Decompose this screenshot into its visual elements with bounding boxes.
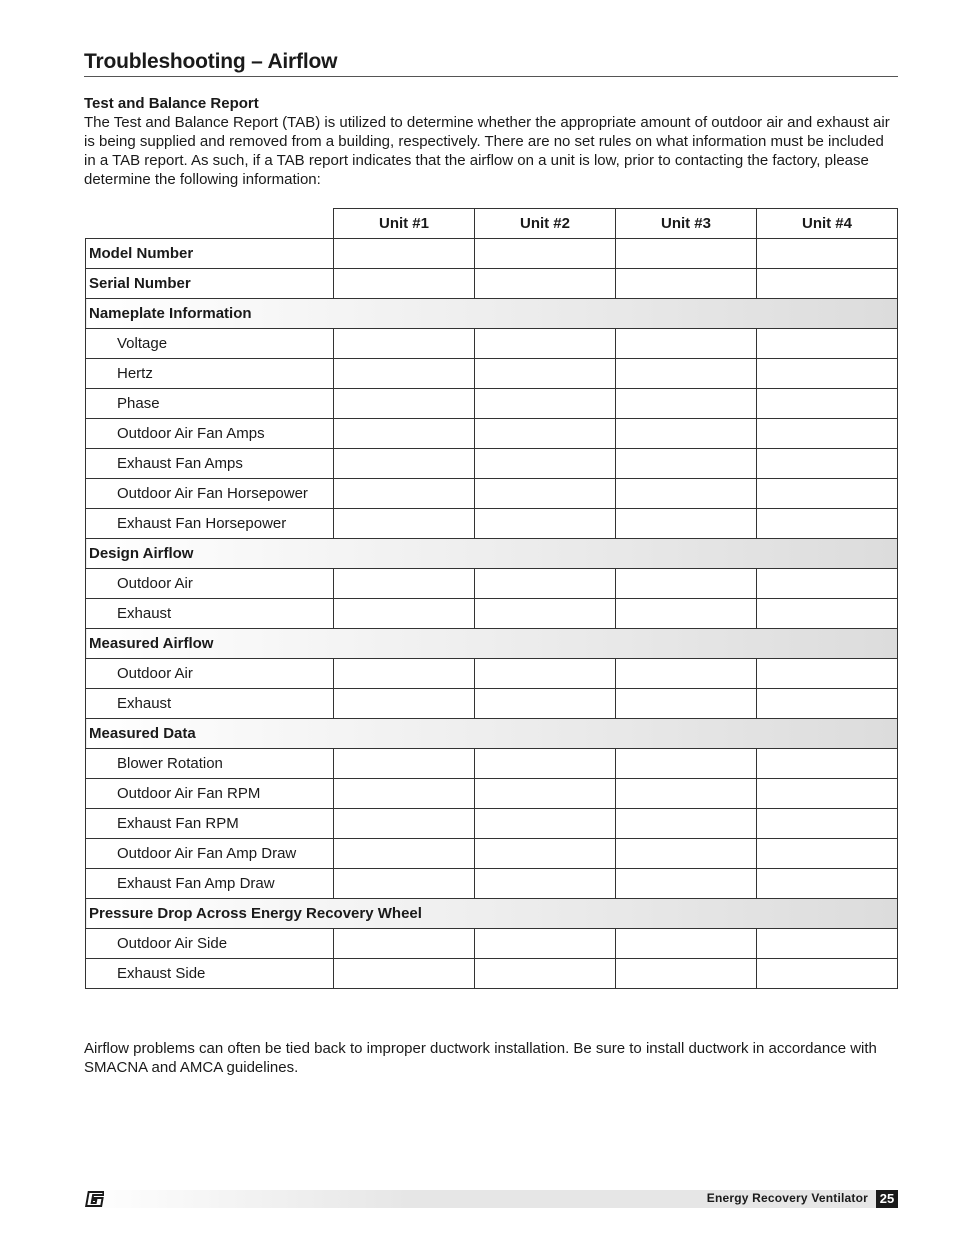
row-label-measured-outdoor-air: Outdoor Air <box>86 659 334 689</box>
entry-cell[interactable] <box>616 929 757 959</box>
entry-cell[interactable] <box>334 389 475 419</box>
entry-cell[interactable] <box>757 419 898 449</box>
group-label-pressure-drop: Pressure Drop Across Energy Recovery Wheel <box>86 899 898 929</box>
row-label-outdoor-air-side: Outdoor Air Side <box>86 929 334 959</box>
table-row <box>86 659 898 689</box>
table-corner-cell <box>86 209 334 239</box>
intro-paragraph: The Test and Balance Report (TAB) is utilized to determine whether the appropriate amount of outdoor air and exhaust air is being supplied and removed from a building, respectively. There are no set rules on what information must be included in a TAB report. As such, if a TAB report indicates that the airflow on a unit is low, prior to contacting the factory, please determine the following information: <box>84 114 890 188</box>
entry-cell[interactable] <box>757 269 898 299</box>
page-title: Troubleshooting – Airflow <box>84 50 898 77</box>
entry-cell[interactable] <box>757 329 898 359</box>
row-label-exhaust-side: Exhaust Side <box>86 959 334 989</box>
row-label-measured-exhaust: Exhaust <box>86 689 334 719</box>
row-label-exhaust-fan-amps: Exhaust Fan Amps <box>86 449 334 479</box>
entry-cell[interactable] <box>334 929 475 959</box>
entry-cell[interactable] <box>616 659 757 689</box>
table-row <box>86 959 898 989</box>
column-header-unit-4: Unit #4 <box>757 209 898 239</box>
entry-cell[interactable] <box>616 239 757 269</box>
row-label-serial-number: Serial Number <box>86 269 334 299</box>
group-label-measured-airflow: Measured Airflow <box>86 629 898 659</box>
outro-paragraph: Airflow problems can often be tied back to improper ductwork installation. Be sure to install ductwork in accordance with SMACNA and AMCA guidelines. <box>84 1040 877 1076</box>
row-label-phase: Phase <box>86 389 334 419</box>
group-label-measured-data: Measured Data <box>86 719 898 749</box>
entry-cell[interactable] <box>616 839 757 869</box>
table-row <box>86 869 898 899</box>
entry-cell[interactable] <box>757 479 898 509</box>
entry-cell[interactable] <box>616 449 757 479</box>
entry-cell[interactable] <box>475 509 616 539</box>
entry-cell[interactable] <box>334 509 475 539</box>
row-label-voltage: Voltage <box>86 329 334 359</box>
entry-cell[interactable] <box>475 389 616 419</box>
entry-cell[interactable] <box>757 929 898 959</box>
table-row <box>86 449 898 479</box>
table-row <box>86 419 898 449</box>
entry-cell[interactable] <box>475 329 616 359</box>
table-row <box>86 359 898 389</box>
row-label-exhaust-fan-horsepower: Exhaust Fan Horsepower <box>86 509 334 539</box>
table-row <box>86 599 898 629</box>
group-row-design-airflow <box>86 539 898 569</box>
table-row <box>86 809 898 839</box>
entry-cell[interactable] <box>616 749 757 779</box>
section-heading: Test and Balance Report <box>84 95 259 112</box>
brand-logo-icon <box>84 1190 104 1208</box>
entry-cell[interactable] <box>334 419 475 449</box>
table-row <box>86 839 898 869</box>
table-header-row <box>86 209 898 239</box>
entry-cell[interactable] <box>475 779 616 809</box>
tab-report-table <box>85 208 898 989</box>
entry-cell[interactable] <box>616 359 757 389</box>
entry-cell[interactable] <box>616 479 757 509</box>
table-row <box>86 569 898 599</box>
entry-cell[interactable] <box>475 569 616 599</box>
entry-cell[interactable] <box>475 599 616 629</box>
table-row <box>86 479 898 509</box>
entry-cell[interactable] <box>334 839 475 869</box>
entry-cell[interactable] <box>475 419 616 449</box>
entry-cell[interactable] <box>616 569 757 599</box>
entry-cell[interactable] <box>475 839 616 869</box>
entry-cell[interactable] <box>757 599 898 629</box>
row-label-hertz: Hertz <box>86 359 334 389</box>
column-header-unit-3: Unit #3 <box>616 209 757 239</box>
group-row-measured-airflow <box>86 629 898 659</box>
table-row <box>86 509 898 539</box>
table-row <box>86 689 898 719</box>
entry-cell[interactable] <box>475 749 616 779</box>
entry-cell[interactable] <box>757 959 898 989</box>
entry-cell[interactable] <box>334 809 475 839</box>
entry-cell[interactable] <box>757 449 898 479</box>
table-row <box>86 239 898 269</box>
entry-cell[interactable] <box>334 779 475 809</box>
entry-cell[interactable] <box>616 389 757 419</box>
entry-cell[interactable] <box>475 869 616 899</box>
entry-cell[interactable] <box>616 509 757 539</box>
entry-cell[interactable] <box>616 689 757 719</box>
entry-cell[interactable] <box>757 839 898 869</box>
entry-cell[interactable] <box>757 749 898 779</box>
entry-cell[interactable] <box>334 659 475 689</box>
group-label-design-airflow: Design Airflow <box>86 539 898 569</box>
entry-cell[interactable] <box>757 659 898 689</box>
row-label-blower-rotation: Blower Rotation <box>86 749 334 779</box>
table-row <box>86 269 898 299</box>
entry-cell[interactable] <box>475 359 616 389</box>
entry-cell[interactable] <box>475 239 616 269</box>
table-row <box>86 749 898 779</box>
entry-cell[interactable] <box>334 269 475 299</box>
table-row <box>86 389 898 419</box>
entry-cell[interactable] <box>757 689 898 719</box>
entry-cell[interactable] <box>616 809 757 839</box>
entry-cell[interactable] <box>475 449 616 479</box>
entry-cell[interactable] <box>334 449 475 479</box>
entry-cell[interactable] <box>475 659 616 689</box>
group-label-nameplate: Nameplate Information <box>86 299 898 329</box>
entry-cell[interactable] <box>757 389 898 419</box>
entry-cell[interactable] <box>616 869 757 899</box>
entry-cell[interactable] <box>334 959 475 989</box>
row-label-exhaust-fan-rpm: Exhaust Fan RPM <box>86 809 334 839</box>
entry-cell[interactable] <box>334 569 475 599</box>
entry-cell[interactable] <box>616 329 757 359</box>
entry-cell[interactable] <box>334 239 475 269</box>
entry-cell[interactable] <box>757 869 898 899</box>
row-label-design-exhaust: Exhaust <box>86 599 334 629</box>
entry-cell[interactable] <box>475 959 616 989</box>
entry-cell[interactable] <box>475 809 616 839</box>
footer-product-name: Energy Recovery Ventilator <box>706 1191 868 1205</box>
entry-cell[interactable] <box>757 779 898 809</box>
entry-cell[interactable] <box>334 599 475 629</box>
entry-cell[interactable] <box>475 269 616 299</box>
entry-cell[interactable] <box>616 269 757 299</box>
entry-cell[interactable] <box>757 359 898 389</box>
table-row <box>86 779 898 809</box>
entry-cell[interactable] <box>757 509 898 539</box>
table-row <box>86 329 898 359</box>
row-label-model-number: Model Number <box>86 239 334 269</box>
column-header-unit-2: Unit #2 <box>475 209 616 239</box>
group-row-pressure-drop <box>86 899 898 929</box>
row-label-oa-fan-rpm: Outdoor Air Fan RPM <box>86 779 334 809</box>
group-row-measured-data <box>86 719 898 749</box>
entry-cell[interactable] <box>334 689 475 719</box>
entry-cell[interactable] <box>616 599 757 629</box>
entry-cell[interactable] <box>616 779 757 809</box>
table-row <box>86 929 898 959</box>
page-number: 25 <box>876 1190 898 1208</box>
column-header-unit-1: Unit #1 <box>334 209 475 239</box>
entry-cell[interactable] <box>757 569 898 599</box>
entry-cell[interactable] <box>475 479 616 509</box>
entry-cell[interactable] <box>475 929 616 959</box>
entry-cell[interactable] <box>334 749 475 779</box>
entry-cell[interactable] <box>334 869 475 899</box>
entry-cell[interactable] <box>475 689 616 719</box>
row-label-oa-fan-amps: Outdoor Air Fan Amps <box>86 419 334 449</box>
entry-cell[interactable] <box>334 329 475 359</box>
row-label-oa-fan-horsepower: Outdoor Air Fan Horsepower <box>86 479 334 509</box>
row-label-exhaust-fan-amp-draw: Exhaust Fan Amp Draw <box>86 869 334 899</box>
entry-cell[interactable] <box>616 959 757 989</box>
entry-cell[interactable] <box>616 419 757 449</box>
row-label-design-outdoor-air: Outdoor Air <box>86 569 334 599</box>
row-label-oa-fan-amp-draw: Outdoor Air Fan Amp Draw <box>86 839 334 869</box>
group-row-nameplate <box>86 299 898 329</box>
entry-cell[interactable] <box>334 479 475 509</box>
entry-cell[interactable] <box>334 359 475 389</box>
entry-cell[interactable] <box>757 239 898 269</box>
entry-cell[interactable] <box>757 809 898 839</box>
